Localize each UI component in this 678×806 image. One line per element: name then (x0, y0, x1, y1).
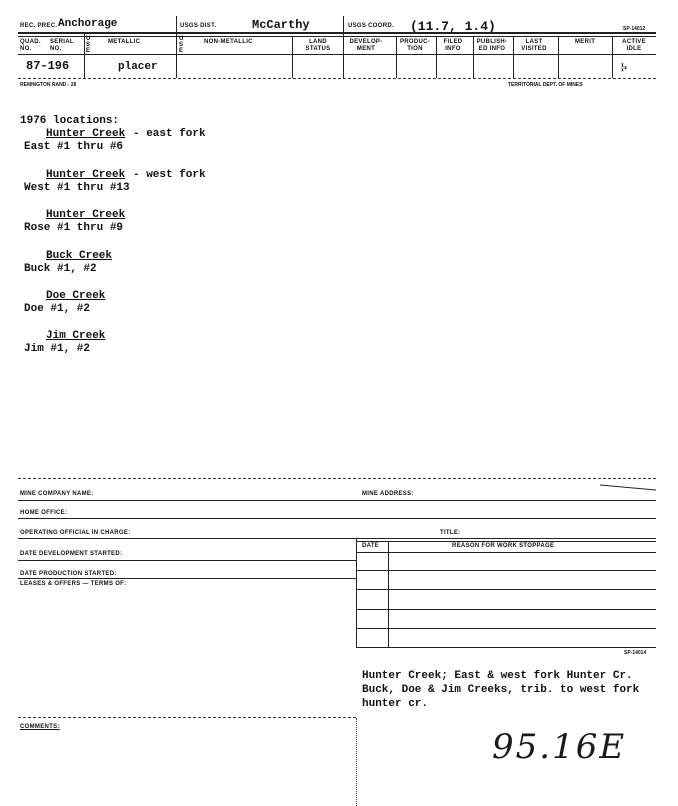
col-divider (513, 36, 514, 78)
form-number: SP-14012 (623, 26, 646, 32)
col-serial-no: SERIAL NO. (50, 39, 74, 52)
col-divider (292, 36, 293, 78)
col-metallic: METALLIC (108, 39, 141, 45)
lower-top-rule (18, 478, 656, 479)
col-nonmetallic: NON-METALLIC (204, 39, 253, 45)
creek-suffix: - east fork (133, 128, 206, 140)
locations-block (20, 115, 300, 365)
leases-label: LEASES & OFFERS — TERMS OF: (20, 581, 127, 587)
creek-name: Hunter Creek (46, 209, 126, 221)
col-divider (84, 32, 85, 78)
stoppage-table-rule (356, 647, 656, 648)
claim-range: East #1 thru #6 (24, 141, 124, 153)
operating-official-label: OPERATING OFFICIAL IN CHARGE: (20, 530, 131, 536)
col-divider (343, 16, 344, 78)
col-land-status: LAND STATUS (305, 39, 331, 52)
header-rule (18, 36, 656, 37)
header-bottom-rule (18, 78, 656, 79)
creek-name: Buck Creek (46, 250, 113, 262)
stoppage-table-rule (356, 609, 656, 610)
stoppage-table-rule (356, 552, 656, 553)
quad-serial-value: 87-196 (26, 59, 70, 73)
claim-range: Jim #1, #2 (24, 343, 91, 355)
metallic-value: placer (118, 61, 158, 73)
comments-label: COMMENTS: (20, 724, 60, 730)
usgs-coord-label: USGS COORD. (348, 23, 394, 29)
title-label: TITLE: (440, 530, 461, 536)
creek-name: Hunter Creek (46, 169, 126, 181)
col-filed-info: FILED INFO (443, 39, 463, 52)
creek-name: Jim Creek (46, 330, 106, 342)
form-rule (18, 500, 656, 501)
usgs-coord-value: (11.7, 1.4) (410, 19, 496, 34)
comments-divider (356, 718, 357, 806)
creek-suffix: - west fork (133, 169, 206, 181)
claim-range: Doe #1, #2 (24, 303, 91, 315)
col-divider (612, 36, 613, 78)
printer-label: REMINGTON RAND - 28 (20, 82, 77, 88)
locations-heading: 1976 locations: (20, 115, 120, 127)
col-published-info: PUBLISH- ED INFO (476, 39, 508, 52)
home-office-label: HOME OFFICE: (20, 510, 68, 516)
col-development: DEVELOP- MENT (349, 39, 383, 52)
col-divider (436, 36, 437, 78)
form-number-2: SP-14014 (624, 650, 647, 656)
col-production: PRODUC- TION (400, 39, 431, 52)
header-rule (18, 54, 656, 55)
stoppage-table-divider (388, 541, 389, 648)
stoppage-table-rule (356, 589, 656, 590)
header-rule (18, 32, 656, 34)
usgs-dist-value: McCarthy (252, 18, 310, 32)
stoppage-table-rule (356, 570, 656, 571)
claim-range: Buck #1, #2 (24, 263, 97, 275)
col-divider (176, 16, 177, 78)
notes-line-2: Buck, Doe & Jim Creeks, trib. to west fork (362, 684, 640, 696)
form-rule (18, 518, 656, 519)
col-divider (396, 36, 397, 78)
col-use-2: U S E (179, 36, 184, 54)
form-rule (18, 560, 356, 561)
date-dev-started-label: DATE DEVELOPMENT STARTED: (20, 551, 123, 557)
col-quad-no: QUAD. NO. (20, 39, 41, 52)
active-idle-check: ⰽ (621, 60, 628, 76)
stoppage-reason-header: REASON FOR WORK STOPPAGE (452, 543, 555, 549)
stoppage-table-rule (356, 628, 656, 629)
col-divider (558, 36, 559, 78)
creek-name: Doe Creek (46, 290, 106, 302)
stoppage-table-divider (356, 538, 357, 648)
col-divider (473, 36, 474, 78)
rec-prec-label: REC. PREC. (20, 23, 58, 29)
rec-prec-value: Anchorage (58, 18, 118, 30)
mine-company-name-label: MINE COMPANY NAME: (20, 491, 94, 497)
stoppage-date-header: DATE (362, 543, 380, 549)
header-card (18, 16, 656, 88)
mine-address-label: MINE ADDRESS: (362, 491, 414, 497)
handwritten-note: 95.16E (492, 727, 627, 767)
col-active-idle: ACTIVE IDLE (622, 39, 646, 52)
form-rule (18, 578, 356, 579)
usgs-dist-label: USGS DIST. (180, 23, 217, 29)
col-use: U S E (86, 36, 91, 54)
notes-line-3: hunter cr. (362, 698, 429, 710)
col-merit: MERIT (575, 39, 596, 45)
date-prod-started-label: DATE PRODUCTION STARTED: (20, 571, 117, 577)
form-rule (18, 538, 656, 539)
claim-range: West #1 thru #13 (24, 182, 130, 194)
notes-line-1: Hunter Creek; East & west fork Hunter Cr. (362, 670, 633, 682)
creek-name: Hunter Creek (46, 128, 126, 140)
stoppage-table-rule (356, 541, 656, 542)
mine-name-underline (600, 485, 656, 491)
dept-label: TERRITORIAL DEPT. OF MINES (508, 82, 583, 88)
comments-rule (18, 717, 356, 718)
claim-range: Rose #1 thru #9 (24, 222, 124, 234)
col-last-visited: LAST VISITED (521, 39, 547, 52)
